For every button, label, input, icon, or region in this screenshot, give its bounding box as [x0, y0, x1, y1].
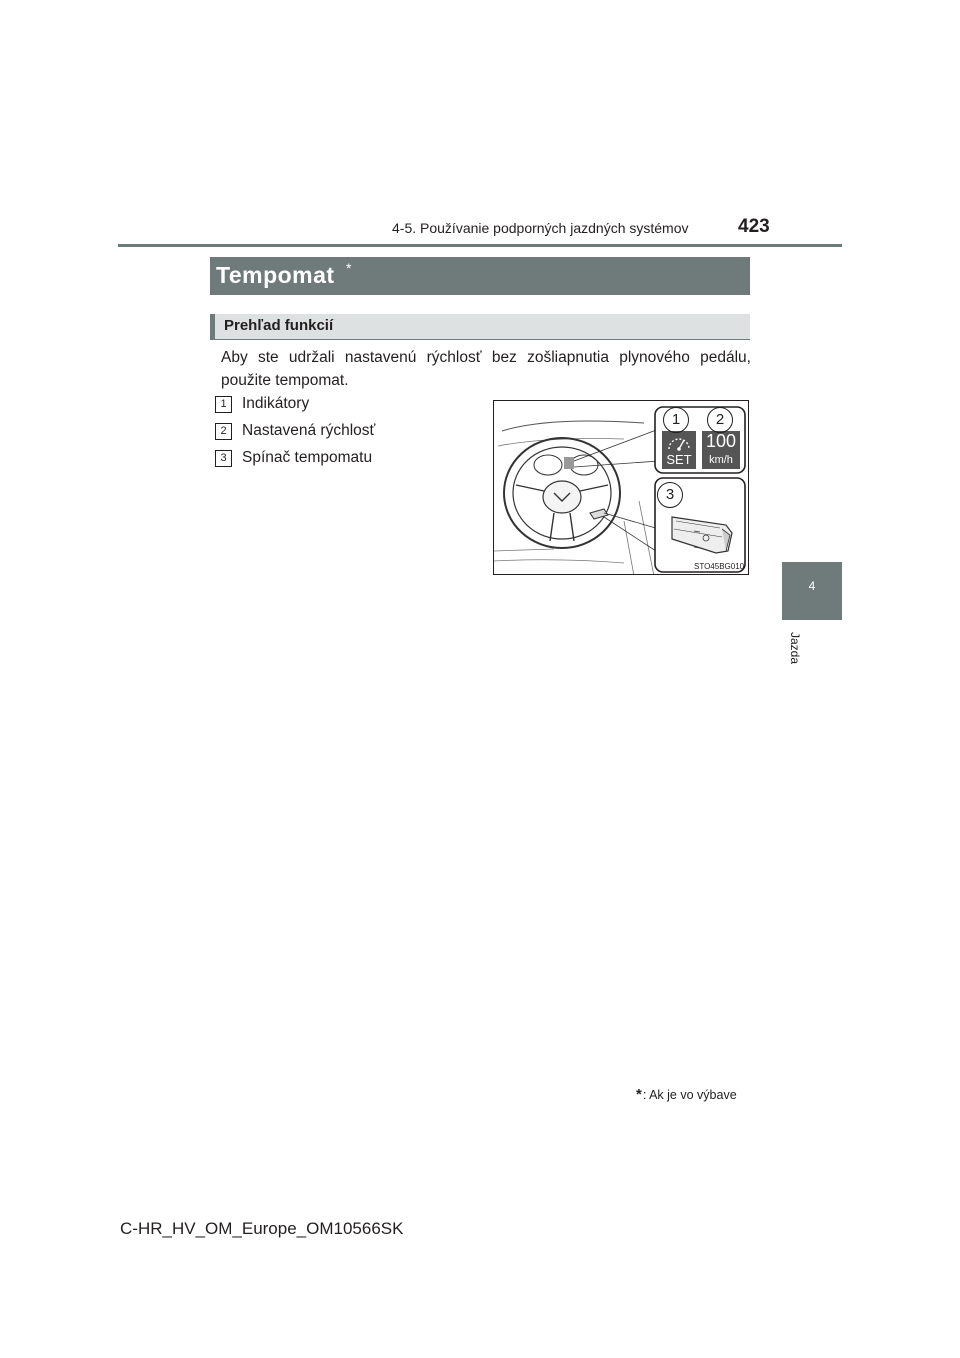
steering-wheel-icon — [504, 438, 620, 548]
intro-paragraph: Aby ste udržali nastavenú rýchlosť bez zošliapnutia plynového pedálu, použite tempomat. — [221, 349, 751, 389]
legend-label: Nastavená rýchlosť — [242, 422, 376, 439]
figure-code: STO45BG010 — [694, 562, 745, 571]
footnote-marker: * — [636, 1086, 642, 1103]
legend-number: 2 — [215, 423, 232, 440]
set-speed-unit: km/h — [709, 454, 733, 466]
chapter-side-label — [786, 632, 806, 676]
legend-item — [215, 421, 475, 448]
subheading-text: Prehľad funkcií — [224, 317, 334, 334]
subheading-bar — [210, 314, 750, 340]
header-section-title: 4-5. Používanie podporných jazdných systémov — [392, 220, 689, 236]
callout-1: 1 — [663, 407, 689, 433]
legend-label: Indikátory — [242, 395, 310, 412]
title-bar — [210, 257, 750, 295]
legend-number: 3 — [215, 450, 232, 467]
legend-item — [215, 448, 475, 475]
chapter-name: Jazda — [788, 632, 802, 665]
page-number: 423 — [738, 216, 770, 237]
callout-3: 3 — [657, 482, 683, 508]
footnote — [636, 1086, 737, 1103]
header-rule — [118, 244, 842, 247]
chapter-tab — [782, 562, 842, 620]
footnote-text: : Ak je vo výbave — [642, 1088, 737, 1102]
set-speed-value: 100 — [705, 431, 737, 451]
document-id: C-HR_HV_OM_Europe_OM10566SK — [120, 1219, 404, 1238]
chapter-number: 4 — [808, 579, 816, 593]
set-indicator-text: SET — [666, 452, 692, 467]
page-title: Tempomat — [216, 262, 335, 288]
legend-label: Spínač tempomatu — [242, 449, 373, 466]
title-marker: * — [346, 260, 352, 276]
legend-item — [215, 394, 475, 421]
legend-number: 1 — [215, 396, 232, 413]
cruise-control-figure — [493, 400, 749, 575]
legend-list — [215, 394, 475, 475]
callout-2: 2 — [707, 407, 733, 433]
